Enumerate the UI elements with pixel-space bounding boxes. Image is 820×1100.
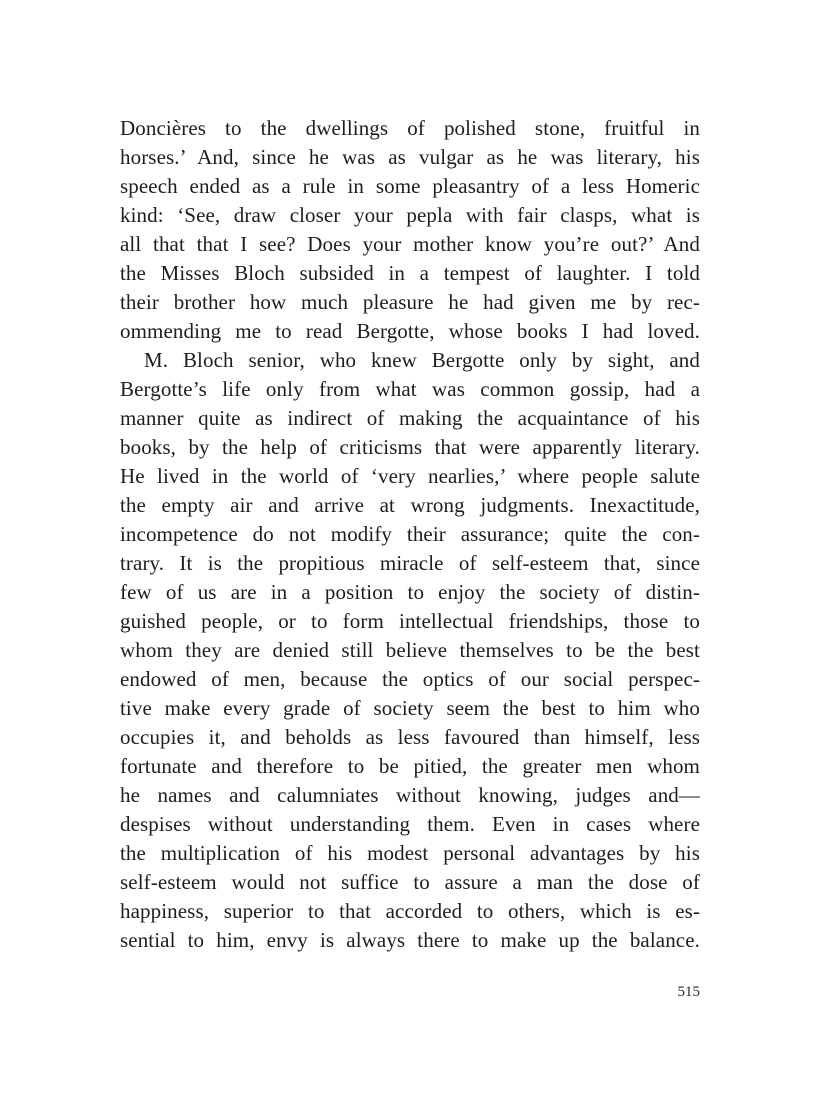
text-line: sential to him, envy is always there to make up the balance. [120,928,700,952]
text-line: incompetence do not modify their assurance; quite the con- [120,522,700,546]
text-line: He lived in the world of ‘very nearlies,’ where people salute [120,464,700,488]
text-block [120,114,700,955]
text-line: endowed of men, because the optics of our social perspec- [120,667,700,691]
text-line: speech ended as a rule in some pleasantry of a less Homeric [120,174,700,198]
text-line: whom they are denied still believe themselves to be the best [120,638,700,662]
text-line: fortunate and therefore to be pitied, the greater men whom [120,754,700,778]
text-line: happiness, superior to that accorded to others, which is es- [120,899,700,923]
text-line: Doncières to the dwellings of polished stone, fruitful in [120,116,700,140]
text-line: books, by the help of criticisms that were apparently literary. [120,435,700,459]
text-line: tive make every grade of society seem the best to him who [120,696,700,720]
text-line: he names and calumniates without knowing, judges and— [120,783,700,807]
text-line: kind: ‘See, draw closer your pepla with fair clasps, what is [120,203,700,227]
text-line: their brother how much pleasure he had given me by rec- [120,290,700,314]
text-line: ommending me to read Bergotte, whose books I had loved. [120,319,700,343]
paragraph [120,346,700,955]
text-line: all that that I see? Does your mother know you’re out?’ And [120,232,700,256]
text-line: Bergotte’s life only from what was common gossip, had a [120,377,700,401]
text-line: self-esteem would not suffice to assure a man the dose of [120,870,700,894]
text-line: M. Bloch senior, who knew Bergotte only by sight, and [144,348,700,372]
text-line: the Misses Bloch subsided in a tempest of laughter. I told [120,261,700,285]
text-line: trary. It is the propitious miracle of self-esteem that, since [120,551,700,575]
page-number: 515 [677,984,700,1000]
text-line: manner quite as indirect of making the acquaintance of his [120,406,700,430]
text-line: guished people, or to form intellectual friendships, those to [120,609,700,633]
text-line: few of us are in a position to enjoy the society of distin- [120,580,700,604]
text-line: despises without understanding them. Even in cases where [120,812,700,836]
text-line: the empty air and arrive at wrong judgments. Inexactitude, [120,493,700,517]
paragraph [120,114,700,346]
text-line: horses.’ And, since he was as vulgar as he was literary, his [120,145,700,169]
text-line: the multiplication of his modest personal advantages by his [120,841,700,865]
text-line: occupies it, and beholds as less favoured than himself, less [120,725,700,749]
